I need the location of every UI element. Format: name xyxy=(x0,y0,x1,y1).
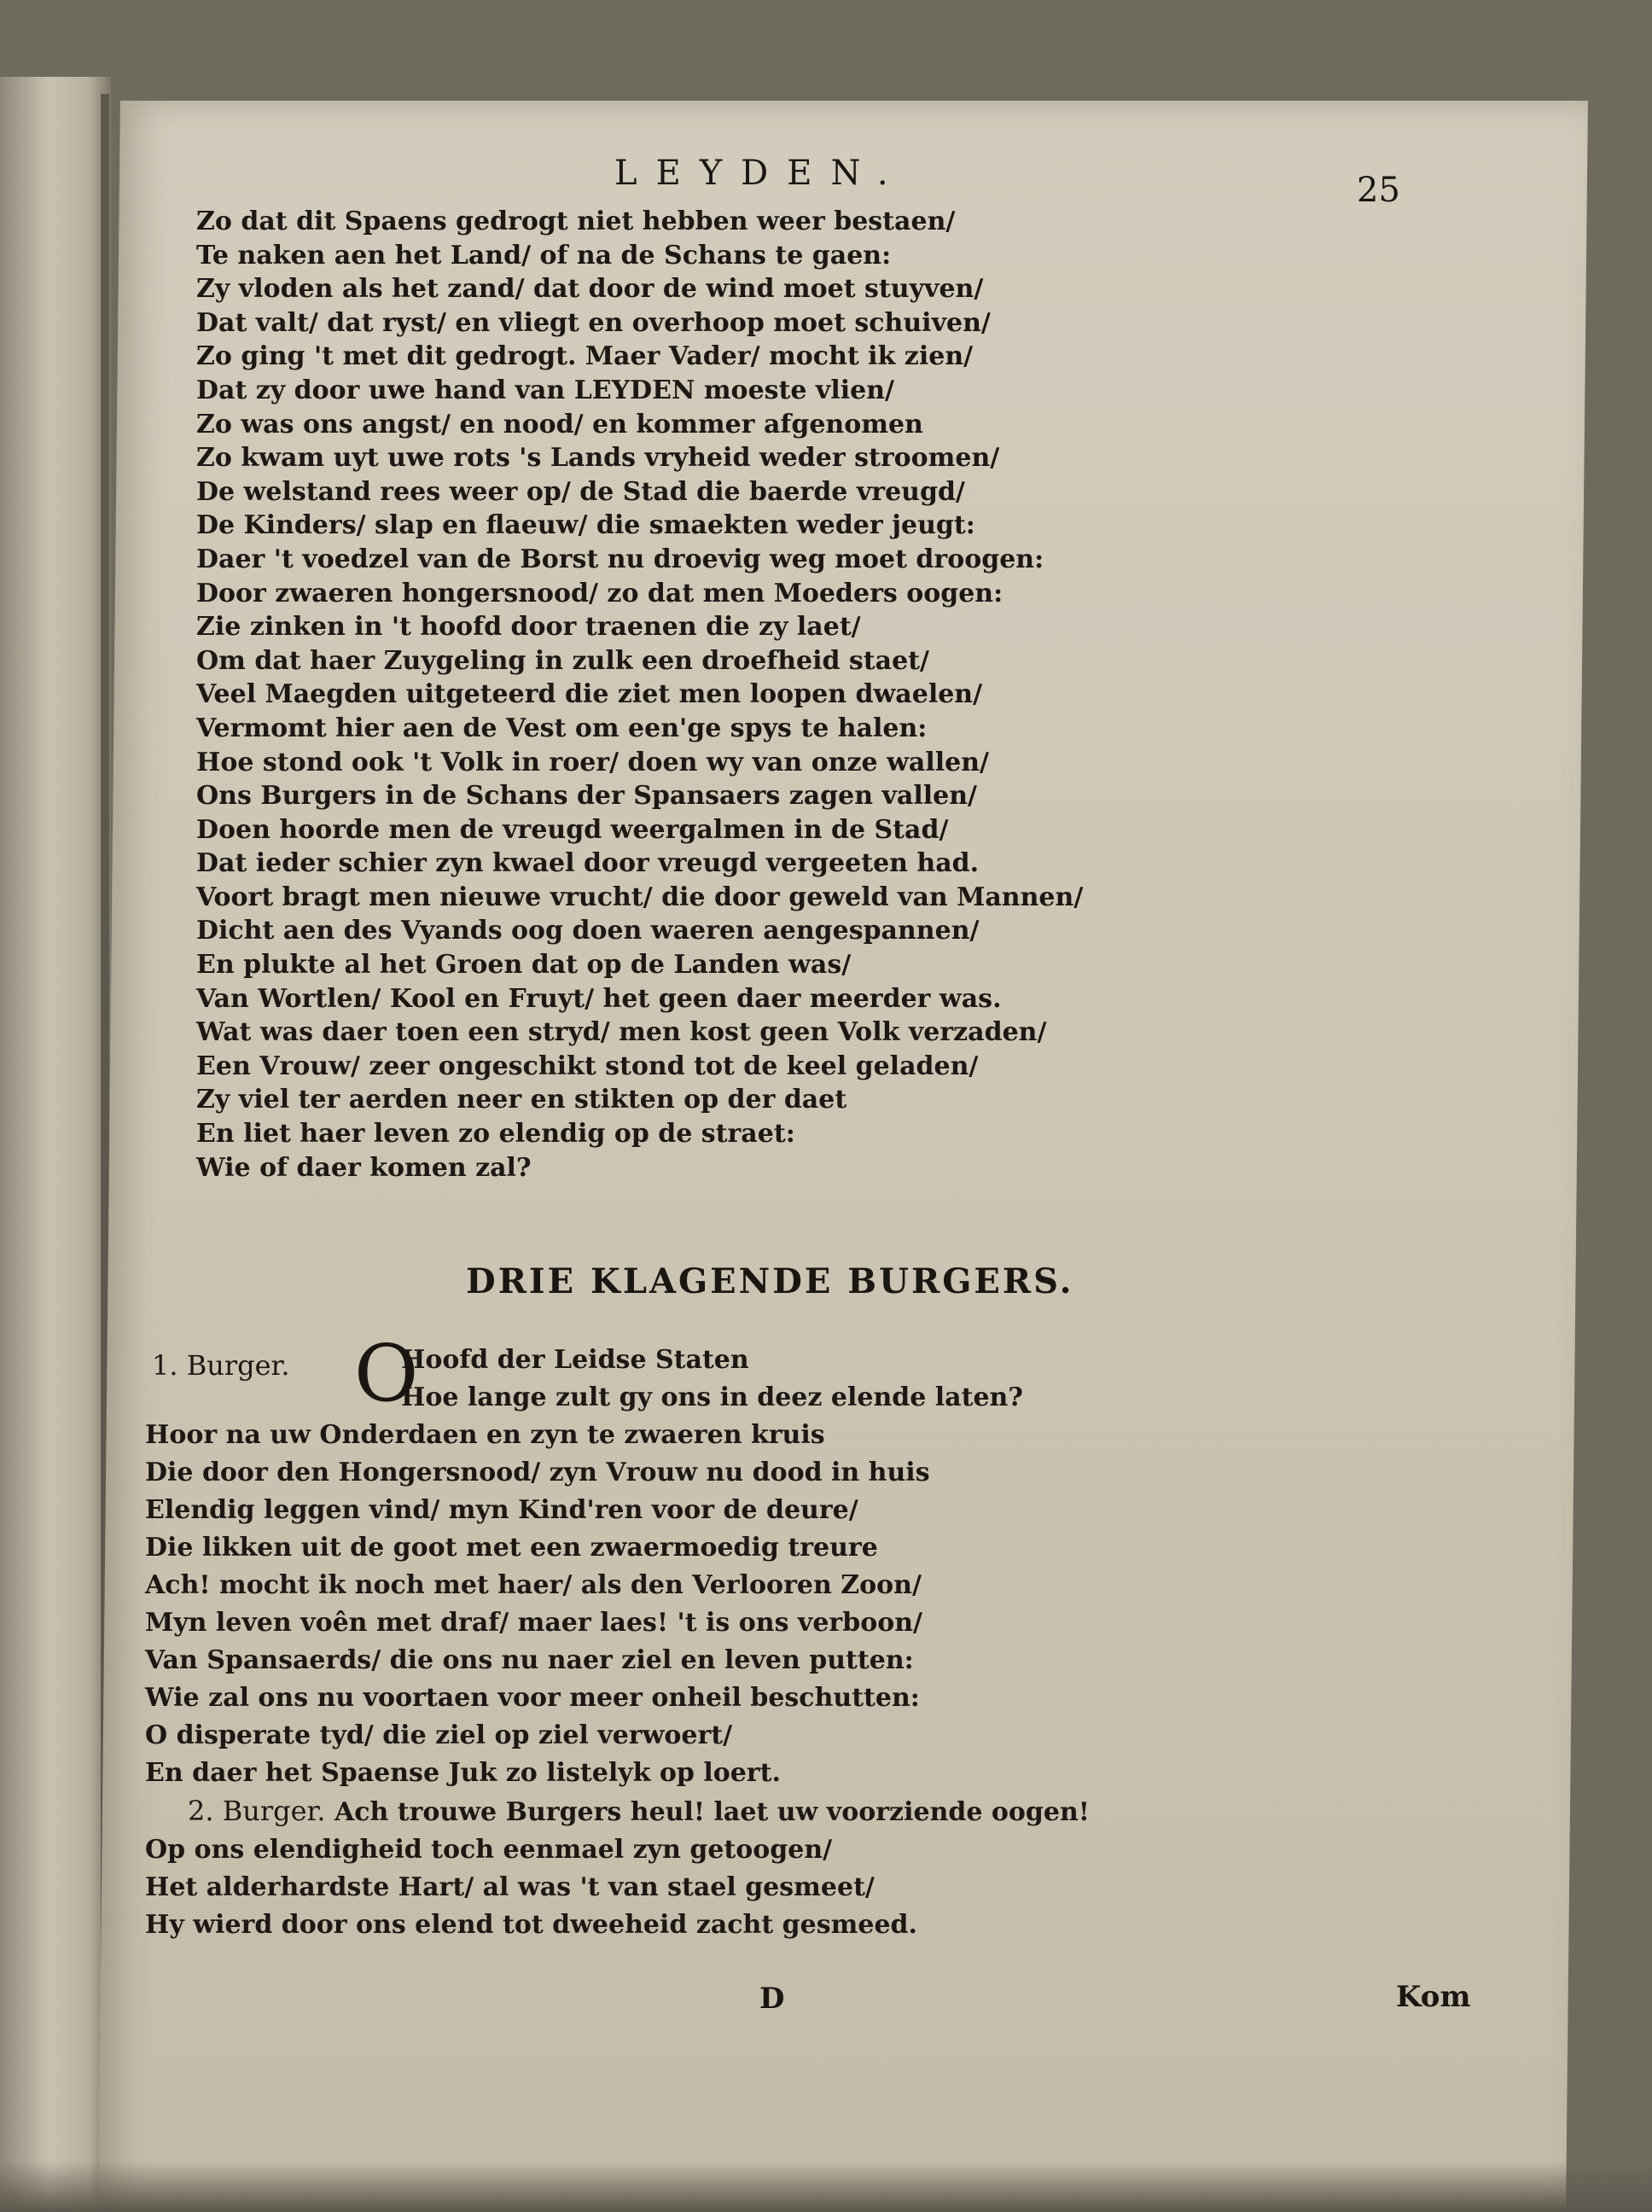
running-header: LEYDEN. xyxy=(614,154,907,193)
verse-line: En plukte al het Groen dat op de Landen was/ xyxy=(196,950,852,981)
speech-line: Hoofd der Leidse Staten xyxy=(401,1345,749,1375)
speech-line: Het alderhardste Hart/ al was 't van stael gesmeet/ xyxy=(145,1872,875,1902)
verse-line: Zy vloden als het zand/ dat door de wind moet stuyven/ xyxy=(196,274,984,305)
section-heading: DRIE KLAGENDE BURGERS. xyxy=(466,1261,1074,1301)
verse-line: Van Wortlen/ Kool en Fruyt/ het geen daer meerder was. xyxy=(196,983,1002,1014)
verse-line: Om dat haer Zuygeling in zulk een droefheid staet/ xyxy=(196,645,929,676)
speech-line-with-speaker xyxy=(145,1792,1254,1831)
speech-burger-2 xyxy=(145,1792,1254,1944)
speech-line: Myn leven voên met draf/ maer laes! 't is ons verboon/ xyxy=(145,1608,923,1638)
speech-line: Hy wierd door ons elend tot dweeheid zacht gesmeed. xyxy=(145,1910,917,1940)
catchword: Kom xyxy=(1396,1980,1471,2014)
verse-line: Zo kwam uyt uwe rots 's Lands vryheid weder stroomen/ xyxy=(196,443,1000,474)
verse-line: Door zwaeren hongersnood/ zo dat men Moeders oogen: xyxy=(196,578,1003,608)
verse-line: Daer 't voedzel van de Borst nu droevig weg moet droogen: xyxy=(196,544,1044,574)
verse-block xyxy=(196,205,1160,1185)
speech-line: Hoe lange zult gy ons in deez elende laten? xyxy=(401,1382,1023,1412)
speech-line: Ach trouwe Burgers heul! laet uw voorziende oogen! xyxy=(334,1797,1090,1827)
dialogue-block xyxy=(145,1328,1254,1944)
speech-line: Die likken uit de goot met een zwaermoedig treure xyxy=(145,1533,878,1563)
drop-cap: O xyxy=(354,1328,419,1419)
verse-line: Vermomt hier aen de Vest om een'ge spys te halen: xyxy=(196,713,928,743)
speaker-label: 2. Burger. xyxy=(188,1795,326,1827)
verse-line: Dicht aen des Vyands oog doen waeren aengespannen/ xyxy=(196,916,980,946)
speech-line: Die door den Hongersnood/ zyn Vrouw nu dood in huis xyxy=(145,1458,930,1487)
speech-line: Elendig leggen vind/ myn Kind'ren voor de deure/ xyxy=(145,1495,858,1525)
verse-line: Doen hoorde men de vreugd weergalmen in de Stad/ xyxy=(196,814,949,845)
verse-line: Zo ging 't met dit gedrogt. Maer Vader/ mocht ik zien/ xyxy=(196,341,974,372)
verse-line: Te naken aen het Land/ of na de Schans te gaen: xyxy=(196,240,892,271)
verse-line: Veel Maegden uitgeteerd die ziet men loopen dwaelen/ xyxy=(196,679,983,710)
verse-line: Zy viel ter aerden neer en stikten op der daet xyxy=(196,1085,847,1115)
speech-line: Op ons elendigheid toch eenmael zyn getoogen/ xyxy=(145,1835,833,1865)
verse-line: Zo dat dit Spaens gedrogt niet hebben weer bestaen/ xyxy=(196,207,956,236)
verse-line: En liet haer leven zo elendig op de straet: xyxy=(196,1119,795,1150)
speech-line: Ach! mocht ik noch met haer/ als den Verlooren Zoon/ xyxy=(145,1570,922,1600)
speaker-label: 1. Burger. xyxy=(152,1349,290,1382)
speech-line: Van Spansaerds/ die ons nu naer ziel en leven putten: xyxy=(145,1645,914,1675)
verse-line: Een Vrouw/ zeer ongeschikt stond tot de keel geladen/ xyxy=(196,1051,979,1081)
verse-line: De welstand rees weer op/ de Stad die baerde vreugd/ xyxy=(196,476,965,507)
speech-line: Wie zal ons nu voortaen voor meer onheil beschutten: xyxy=(145,1683,920,1713)
verse-line: Dat valt/ dat ryst/ en vliegt en overhoop moet schuiven/ xyxy=(196,307,991,338)
speech-burger-1 xyxy=(145,1328,1254,1792)
verse-line: Wie of daer komen zal? xyxy=(196,1152,532,1183)
verse-line: Voort bragt men nieuwe vrucht/ die door geweld van Mannen/ xyxy=(196,882,1084,912)
page-number: 25 xyxy=(1357,171,1400,210)
signature-mark: D xyxy=(759,1982,785,2016)
left-page-edge xyxy=(0,77,111,2212)
verse-line: Hoe stond ook 't Volk in roer/ doen wy van onze wallen/ xyxy=(196,747,989,777)
verse-line: Dat zy door uwe hand van LEYDEN moeste vlien/ xyxy=(196,375,895,405)
verse-line: Dat ieder schier zyn kwael door vreugd vergeeten had. xyxy=(196,848,980,879)
page-shadow xyxy=(0,2161,1652,2212)
speech-line: Hoor na uw Onderdaen en zyn te zwaeren kruis xyxy=(145,1420,825,1450)
speech-line: En daer het Spaense Juk zo listelyk op loert. xyxy=(145,1758,781,1788)
verse-line: Wat was daer toen een stryd/ men kost geen Volk verzaden/ xyxy=(196,1017,1047,1048)
verse-line: Ons Burgers in de Schans der Spansaers zagen vallen/ xyxy=(196,781,978,812)
verse-line: Zo was ons angst/ en nood/ en kommer afgenomen xyxy=(196,409,923,439)
verse-line: De Kinders/ slap en flaeuw/ die smaekten weder jeugt: xyxy=(196,510,975,541)
verse-line: Zie zinken in 't hoofd door traenen die zy laet/ xyxy=(196,612,861,643)
speech-line: O disperate tyd/ die ziel op ziel verwoert/ xyxy=(145,1720,733,1750)
